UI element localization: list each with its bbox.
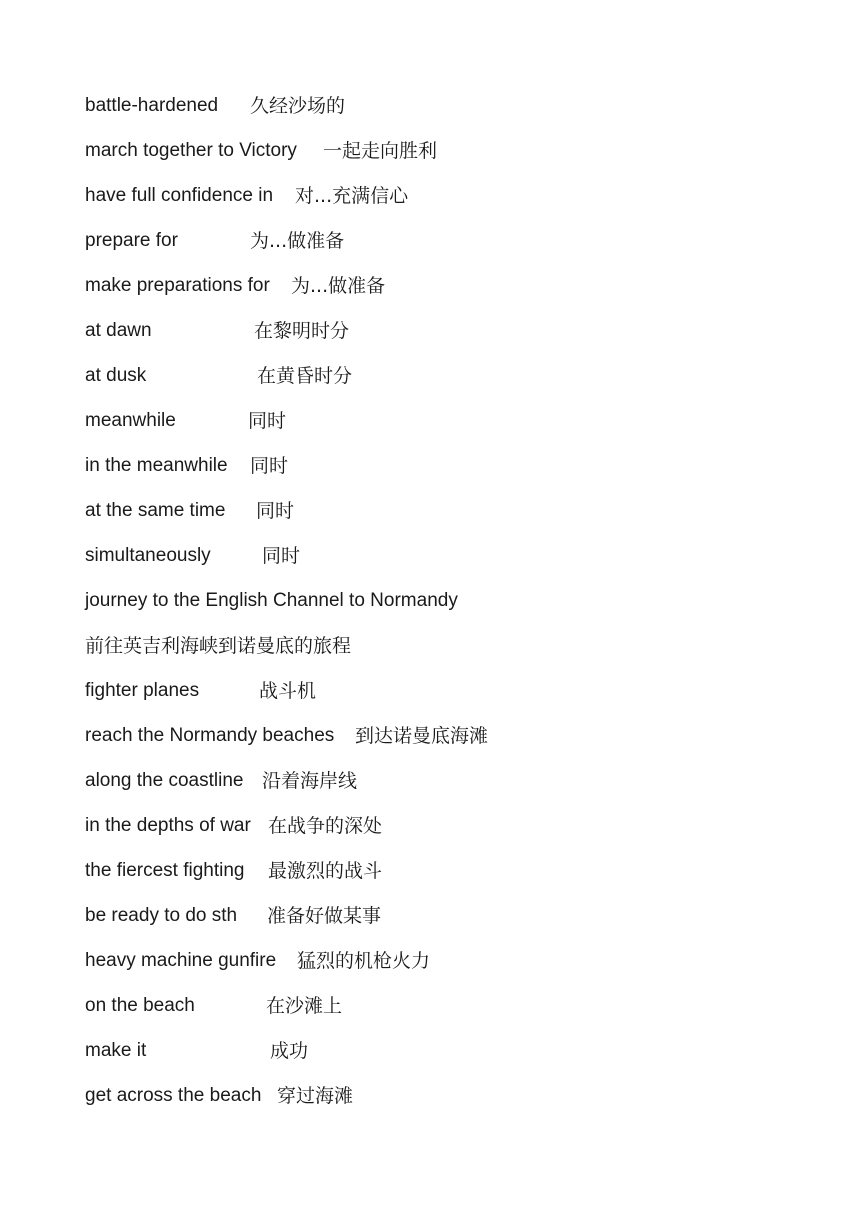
english-phrase: make it <box>85 1040 147 1061</box>
vocab-row <box>85 313 785 358</box>
vocab-row <box>85 268 785 313</box>
english-phrase: meanwhile <box>85 410 176 431</box>
chinese-meaning: 成功 <box>270 1040 309 1062</box>
english-phrase: make preparations for <box>85 275 270 296</box>
english-phrase: have full confidence in <box>85 185 274 206</box>
chinese-meaning: 对...充满信心 <box>295 185 409 207</box>
chinese-meaning: 猛烈的机枪火力 <box>297 950 431 972</box>
chinese-meaning: 战斗机 <box>259 680 317 702</box>
chinese-meaning: 为...做准备 <box>250 230 345 252</box>
chinese-meaning: 同时 <box>250 455 289 477</box>
english-phrase: march together to Victory <box>85 140 297 161</box>
english-phrase: prepare for <box>85 230 178 251</box>
english-phrase: reach the Normandy beaches <box>85 725 335 746</box>
chinese-meaning: 准备好做某事 <box>267 905 382 927</box>
english-phrase: in the depths of war <box>85 815 251 836</box>
vocab-row <box>85 133 785 178</box>
vocab-row <box>85 358 785 403</box>
english-phrase: heavy machine gunfire <box>85 950 277 971</box>
english-phrase: on the beach <box>85 995 195 1016</box>
chinese-meaning: 一起走向胜利 <box>323 140 438 162</box>
english-phrase: in the meanwhile <box>85 455 228 476</box>
vocabulary-list <box>85 88 785 1123</box>
vocab-row <box>85 988 785 1033</box>
english-phrase: along the coastline <box>85 770 244 791</box>
chinese-meaning: 同时 <box>262 545 301 567</box>
chinese-meaning: 在黎明时分 <box>254 320 350 342</box>
vocab-row <box>85 403 785 448</box>
chinese-meaning: 久经沙场的 <box>250 95 346 117</box>
english-phrase: at the same time <box>85 500 226 521</box>
chinese-meaning: 同时 <box>248 410 287 432</box>
english-phrase: be ready to do sth <box>85 905 238 926</box>
english-phrase: the fiercest fighting <box>85 860 245 881</box>
vocab-row <box>85 763 785 808</box>
chinese-meaning: 前往英吉利海峡到诺曼底的旅程 <box>85 635 352 657</box>
vocab-row <box>85 718 785 763</box>
vocab-row <box>85 898 785 943</box>
vocab-row <box>85 178 785 223</box>
vocab-row <box>85 943 785 988</box>
vocab-row <box>85 223 785 268</box>
english-phrase: at dusk <box>85 365 147 386</box>
chinese-meaning: 沿着海岸线 <box>262 770 358 792</box>
chinese-meaning: 在战争的深处 <box>268 815 383 837</box>
english-phrase: simultaneously <box>85 545 211 566</box>
english-phrase: fighter planes <box>85 680 200 701</box>
english-phrase: battle-hardened <box>85 95 219 116</box>
vocab-row <box>85 583 785 628</box>
english-phrase: at dawn <box>85 320 152 341</box>
vocab-row <box>85 493 785 538</box>
vocab-row <box>85 1078 785 1123</box>
chinese-meaning: 最激烈的战斗 <box>268 860 383 882</box>
chinese-meaning: 到达诺曼底海滩 <box>355 725 489 747</box>
chinese-meaning: 为...做准备 <box>291 275 386 297</box>
vocab-row <box>85 538 785 583</box>
chinese-meaning: 同时 <box>256 500 295 522</box>
english-phrase: journey to the English Channel to Normandy <box>85 590 458 611</box>
chinese-meaning: 穿过海滩 <box>277 1085 354 1107</box>
vocab-row <box>85 628 785 673</box>
chinese-meaning: 在黄昏时分 <box>257 365 353 387</box>
english-phrase: get across the beach <box>85 1085 262 1106</box>
vocab-row <box>85 88 785 133</box>
vocab-row <box>85 673 785 718</box>
vocab-row <box>85 1033 785 1078</box>
vocab-row <box>85 808 785 853</box>
vocab-row <box>85 448 785 493</box>
vocab-row <box>85 853 785 898</box>
chinese-meaning: 在沙滩上 <box>266 995 343 1017</box>
